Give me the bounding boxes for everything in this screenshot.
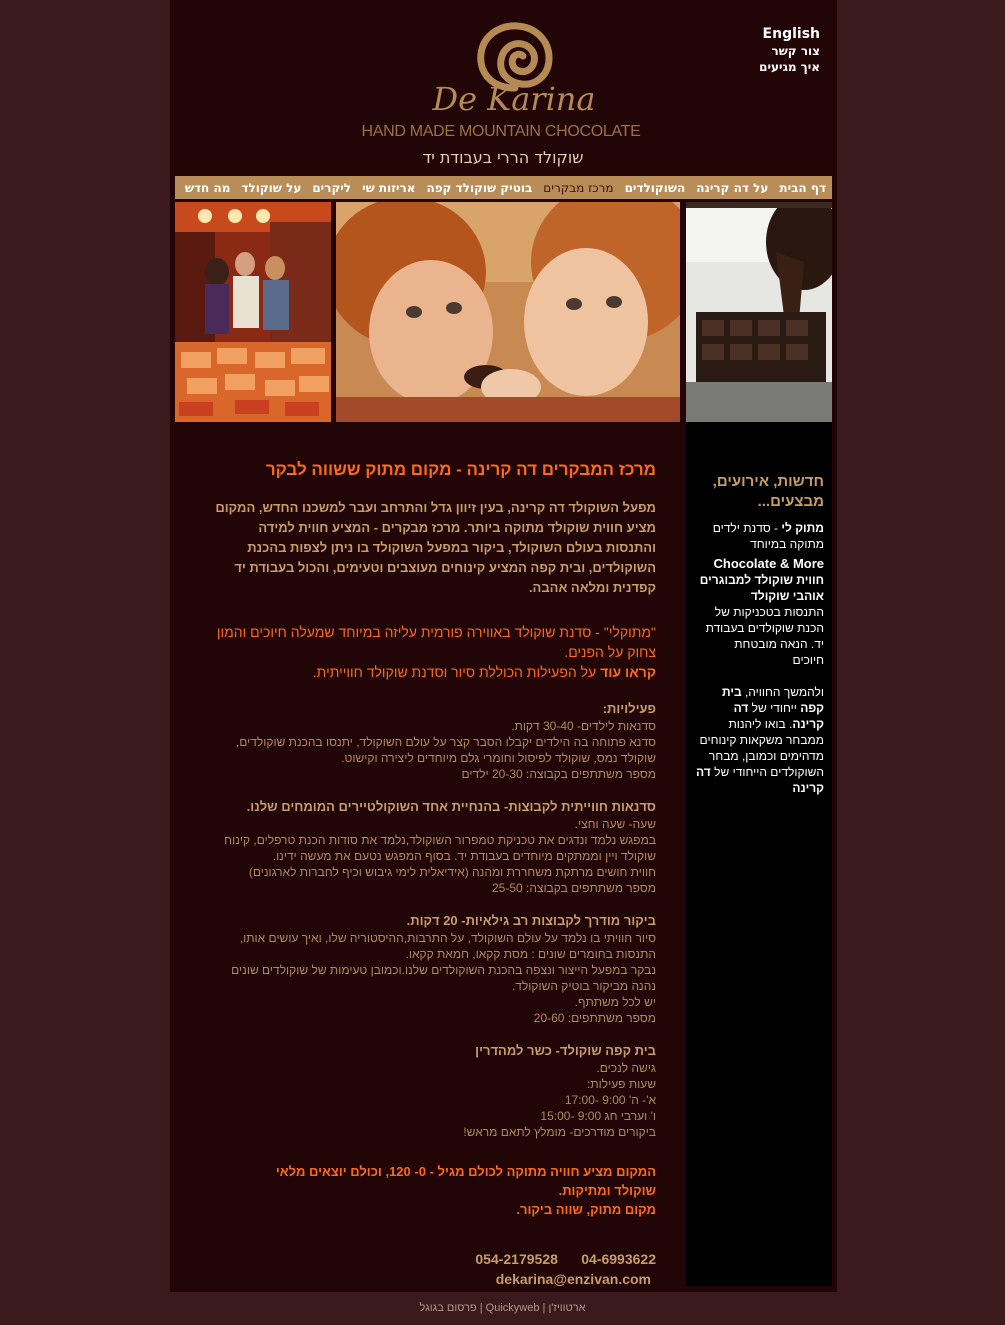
main-content [210, 460, 656, 1289]
chocolate-boutique-photo [175, 202, 331, 422]
section-line: מספר משתתפים: 20-60 [533, 1011, 656, 1025]
section-line: ביקורים מודרכים- מומלץ לתאם מראש! [463, 1125, 656, 1139]
logo-tagline-en: HAND MADE MOUNTAIN CHOCOLATE [361, 123, 641, 140]
english-link[interactable]: English [762, 26, 820, 42]
section-line: חווית חושים מרתקת משחררת ומהנה (אידיאלית לימי גיבוש וכיף לחברות לארגונים) [248, 865, 656, 879]
children-eating-chocolate-photo [336, 202, 680, 422]
sidebar-item-chocolate-more[interactable]: Chocolate & More [713, 556, 824, 571]
item-text: ייחודי של [748, 701, 801, 715]
sidebar-item-adults[interactable] [696, 572, 824, 604]
highlight-line: המקום מציע חוויה מתוקה לכולם מגיל - 0- 120, וכולם יוצאים מלאי [275, 1164, 656, 1179]
item-bold: חווית שוקולד למבוגרים אוהבי שוקולד [699, 573, 824, 603]
footer-links[interactable]: פרסום בגוגל | Quickyweb | ארטוויז'ן [419, 1302, 586, 1314]
nav-about[interactable]: על דה קרינה [696, 180, 769, 195]
section-line: גישה לנכים. [596, 1061, 656, 1075]
news-sidebar [686, 422, 832, 1286]
directions-link[interactable]: איך מגיעים [759, 60, 820, 74]
item-bold: דה קרינה [733, 701, 824, 731]
top-links [759, 26, 820, 75]
page-container [170, 0, 837, 1292]
highlight-line: שוקולד ומתיקות. [558, 1183, 656, 1198]
section-line: התנסות בחומרים שונים : מסת קקאו, חמאת קקאו. [405, 947, 656, 961]
sidebar-line: הכנת שוקולדים בעבודת [705, 621, 824, 635]
sidebar-item-kids-workshop[interactable] [696, 520, 824, 552]
section-line: מספר משתתפים בקבוצה: 20-30 ילדים [461, 767, 656, 781]
email-address[interactable]: dekarina@enzivan.com [495, 1271, 651, 1287]
sidebar-line: חיוכים [792, 653, 824, 667]
cafe-section [210, 1042, 656, 1140]
nav-visitor-center[interactable]: מרכז מבקרים [543, 180, 614, 195]
item-bold: מתוק לי [781, 521, 824, 535]
logo-name: De Karina [432, 80, 596, 118]
section-line: יש לכל משתתף. [574, 995, 656, 1009]
nav-about-chocolate[interactable]: על שוקולד [241, 180, 302, 195]
group-workshops-section [210, 798, 656, 896]
sidebar-line: יד. הנאה מובטחת [734, 637, 824, 651]
nav-whats-new[interactable]: מה חדש [184, 180, 231, 195]
read-more-rest: על הפעילות הכוללת סיור וסדנת שוקולד חווייתית. [312, 664, 601, 680]
logo-tagline-he: שוקולד הררי בעבודת יד [422, 148, 584, 167]
section-line: סיור חוויתי בו נלמד על עולם השוקולד, על התרבות,ההיסטוריה שלו, ואיך עושים אותו, [239, 931, 656, 945]
highlight-text [210, 1162, 656, 1219]
section-line: נהנה מביקור בוטיק השוקולד. [511, 979, 656, 993]
section-line: סדנא פתוחה בה הילדים יקבלו הסבר קצר על עולם השוקולד, יתנסו בהכנת שוקולדים, [235, 735, 656, 749]
section-line: ו' וערבי חג 9:00 -15:00 [540, 1109, 656, 1123]
item-text: . בואו ליהנות ממבחר משקאות קינוחים מדהימים וכמובן, מבחר השוקולדים הייחודי של [699, 717, 824, 779]
header [170, 0, 837, 175]
section-line: א'- ה' 9:00 -17:00 [564, 1093, 656, 1107]
sidebar-line: התנסות בטכניקות של [714, 605, 824, 619]
photo-strip [175, 202, 832, 422]
nav-boutique[interactable]: בוטיק שוקולד קפה [426, 180, 533, 195]
page-title: מרכז המבקרים דה קרינה - מקום מתוק ששווה לבקר [265, 460, 656, 479]
section-title: ביקור מודרך לקבוצות רב גילאיות- 20 דקות. [406, 913, 656, 928]
contact-link[interactable]: צור קשר [771, 44, 820, 58]
nav-chocolates[interactable]: השוקולדים [624, 180, 686, 195]
nav-liqueurs[interactable]: ליקרים [312, 180, 352, 195]
item-text: ולהמשך החוויה, [741, 685, 824, 699]
activities-section [210, 700, 656, 782]
chocolate-dipping-photo [686, 202, 832, 422]
section-line: שוקולד ויין וממתקים מיוחדים בעבודת יד. בסוף המפגש נטעם את מעשה ידינו. [272, 849, 656, 863]
section-line: שוקולד נמס, שוקולד לפיסול וחומרי גלם מיוחדים ליצירה וקישוט. [341, 751, 656, 765]
section-line: סדנאות לילדים- 30-40 דקות. [511, 719, 656, 733]
intro-paragraph: מפעל השוקולד דה קרינה, בעין זיוון גדל והתרחב ועבר למשכנו החדש, המקום מציע חווית שוקולד מתוקה ביותר. מרכז מבקרים - המציע חווית למידה והתנסות בעולם השוקולד, ביקור במפעל השוקולד בו ניתן לצפות בהכנת השוקולדים, ובית קפה המציע קינוחים מעוצבים וטעימים, והכול בעבודת יד קפדנית ומלאה אהבה. [215, 500, 656, 595]
sidebar-title: חדשות, אירועים, מבצעים... [712, 473, 824, 510]
section-line: במפגש נלמד ונדגים את טכניקת טמפרור השוקולד,נלמד את סודות הכנת טרפלים, קינוח [224, 833, 656, 847]
workshop-teaser-text: "מתוקלי" - סדנת שוקולד באווירה פורמית עליזה במיוחד שמעלה חיוכים והמון צחוק על הפנים. [216, 624, 656, 660]
main-nav [175, 176, 832, 199]
read-more-link[interactable]: קראו עוד [600, 664, 656, 680]
section-title: פעילויות: [602, 701, 656, 716]
nav-home[interactable]: דף הבית [779, 180, 826, 195]
nav-gift-boxes[interactable]: אריזות שי [362, 180, 416, 195]
section-title: סדנאות חווייתית לקבוצות- בהנחיית אחד השוקולטיירים המומחים שלנו. [246, 799, 656, 814]
workshop-teaser [210, 622, 656, 682]
item-bold: בית קפה [721, 685, 824, 715]
section-line: שעה- שעה וחצי. [574, 817, 656, 831]
sidebar-item-cafe[interactable] [696, 684, 824, 796]
section-line: מספר משתתפים בקבוצה: 25-50 [491, 881, 656, 895]
guided-tour-section [210, 912, 656, 1026]
item-text: - סדנת ילדים מתוקה במיוחד [712, 521, 824, 551]
section-line: שעות פעילות: [586, 1077, 656, 1091]
phone-numbers: 04-6993622 054-2179528 [475, 1251, 656, 1267]
highlight-line: מקום מתוק, שווה ביקור. [516, 1202, 656, 1217]
section-line: נבקר במפעל הייצור ונצפה בהכנת השוקולדים שלנו.וכמובן טעימות של שוקולדים שונים [231, 963, 656, 977]
item-bold: דה קרינה [696, 765, 824, 795]
section-title: בית קפה שוקולד- כשר למהדרין [475, 1043, 656, 1058]
